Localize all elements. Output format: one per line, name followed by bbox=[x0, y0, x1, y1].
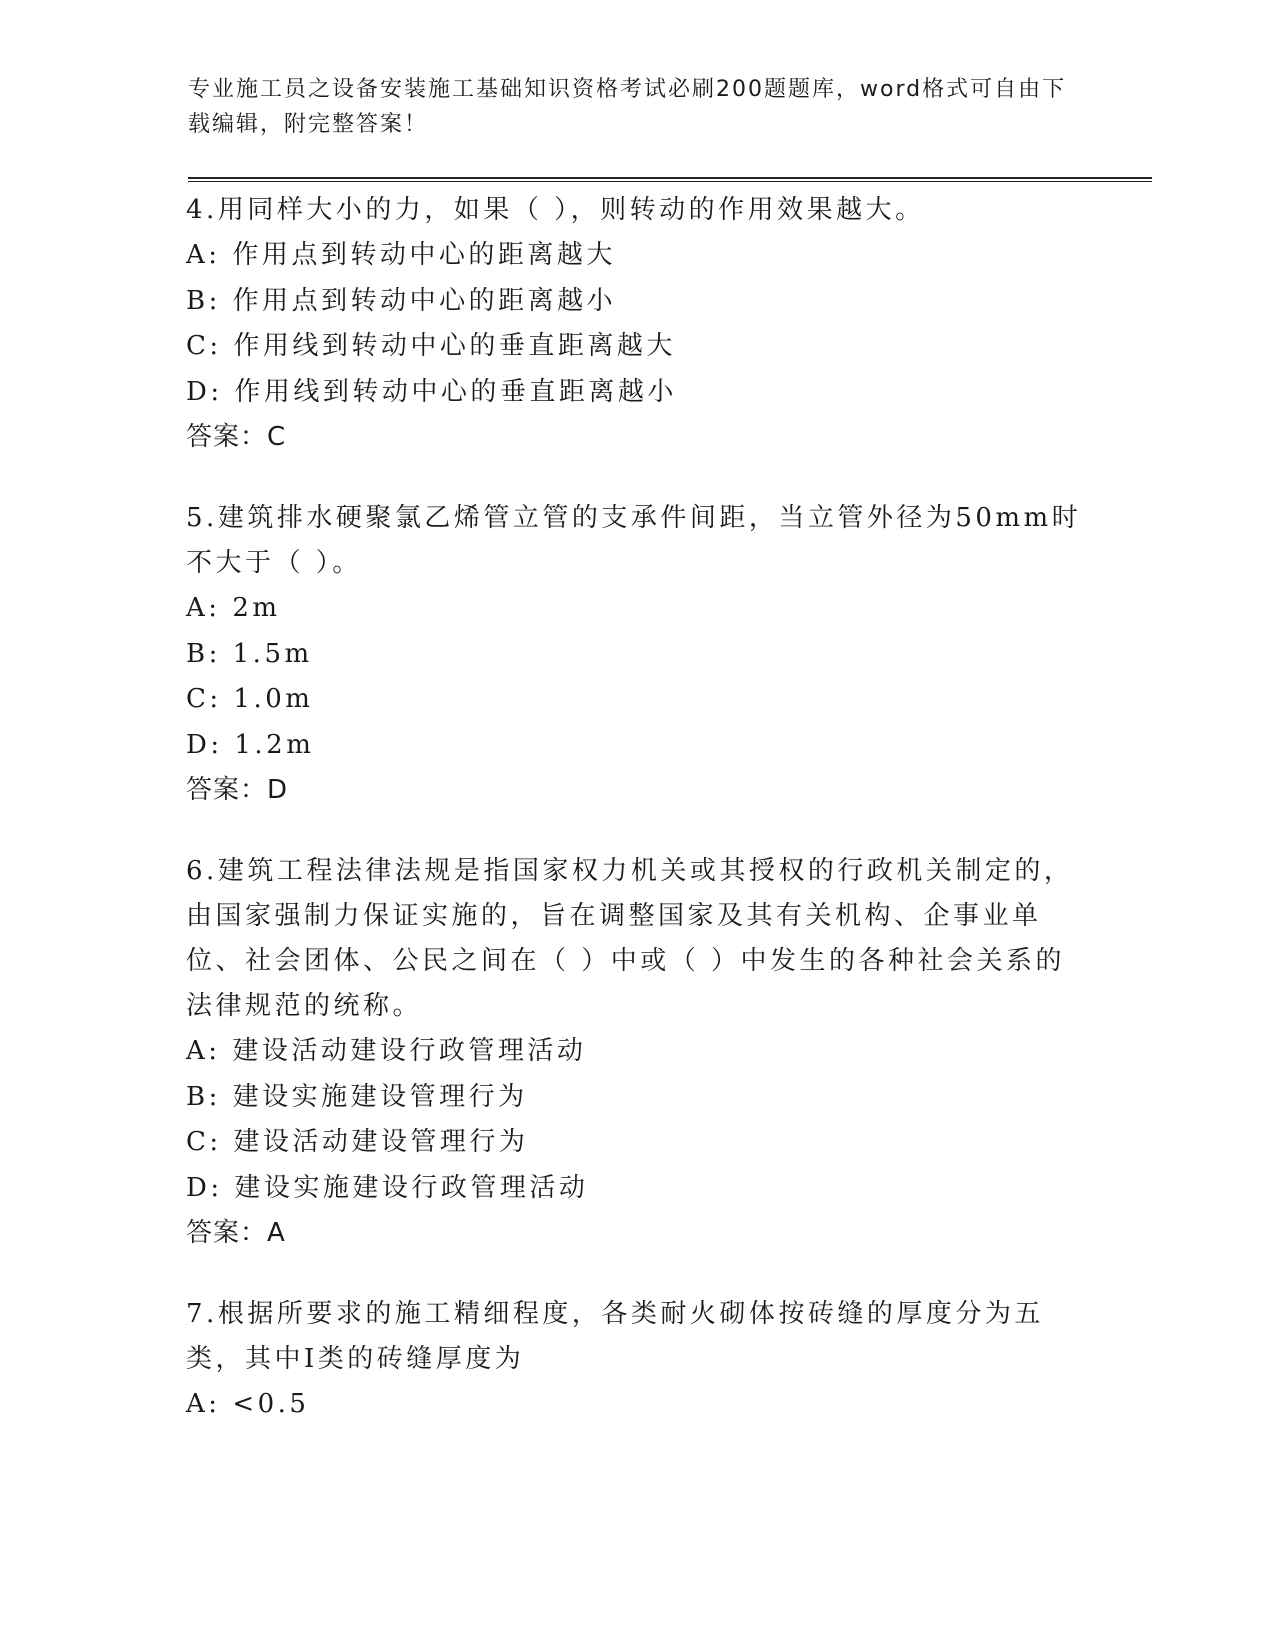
header-divider-thin bbox=[188, 181, 1152, 182]
option-text: 作用点到转动中心的距离越大 bbox=[232, 240, 616, 270]
question-stem: 建筑排水硬聚氯乙烯管立管的支承件间距，当立管外径为50mm时不大于（ ）。 bbox=[186, 503, 1082, 578]
question-text bbox=[186, 188, 1086, 233]
option-b bbox=[186, 279, 1086, 325]
option-text: 2m bbox=[232, 593, 281, 623]
option-label: A: bbox=[186, 240, 221, 270]
option-d bbox=[186, 1166, 1086, 1212]
option-text: 作用点到转动中心的距离越小 bbox=[232, 285, 617, 316]
question-stem: 根据所要求的施工精细程度，各类耐火砌体按砖缝的厚度分为五类，其中Ⅰ类的砖缝厚度为 bbox=[186, 1299, 1044, 1374]
option-label: D: bbox=[186, 376, 223, 407]
option-text: 1.0m bbox=[233, 684, 314, 714]
question-text bbox=[186, 1292, 1086, 1382]
option-text: 建设实施建设管理行为 bbox=[232, 1081, 528, 1112]
question-5 bbox=[186, 496, 1086, 813]
option-label: A: bbox=[186, 1389, 221, 1419]
option-text: <0.5 bbox=[232, 1389, 310, 1419]
option-a bbox=[186, 1029, 1086, 1075]
question-stem: 用同样大小的力，如果（ ），则转动的作用效果越大。 bbox=[217, 195, 925, 225]
option-c bbox=[186, 1120, 1086, 1166]
answer-value: D bbox=[267, 775, 289, 805]
option-label: A: bbox=[186, 593, 221, 623]
option-label: B: bbox=[186, 1081, 221, 1112]
option-text: 作用线到转动中心的垂直距离越小 bbox=[234, 376, 677, 407]
question-7 bbox=[186, 1292, 1086, 1428]
option-a bbox=[186, 1382, 1086, 1428]
option-d bbox=[186, 370, 1086, 416]
option-text: 作用线到转动中心的垂直距离越大 bbox=[233, 331, 676, 361]
document-header: 专业施工员之设备安装施工基础知识资格考试必刷200题题库，word格式可自由下载编辑，附完整答案！ bbox=[188, 77, 1067, 137]
question-text bbox=[186, 496, 1086, 586]
option-label: B: bbox=[186, 638, 221, 669]
answer-line bbox=[186, 415, 1086, 460]
question-number: 6. bbox=[186, 856, 218, 886]
option-text: 建设活动建设行政管理活动 bbox=[232, 1036, 587, 1066]
option-label: D: bbox=[186, 1172, 223, 1203]
question-4 bbox=[186, 188, 1086, 460]
option-text: 建设实施建设行政管理活动 bbox=[234, 1172, 589, 1203]
option-a bbox=[186, 233, 1086, 279]
option-label: C: bbox=[186, 331, 222, 361]
answer-label: 答案： bbox=[186, 1218, 268, 1248]
option-text: 1.2m bbox=[234, 729, 315, 760]
question-text bbox=[186, 849, 1086, 1029]
answer-label: 答案： bbox=[186, 775, 268, 805]
answer-label: 答案： bbox=[186, 422, 268, 452]
option-label: D: bbox=[186, 729, 223, 760]
option-text: 1.5m bbox=[232, 638, 313, 669]
option-text: 建设活动建设管理行为 bbox=[233, 1127, 529, 1157]
question-number: 4. bbox=[186, 195, 218, 225]
answer-value: A bbox=[267, 1218, 286, 1248]
option-label: A: bbox=[186, 1036, 221, 1066]
option-label: C: bbox=[186, 1127, 222, 1157]
answer-line bbox=[186, 1211, 1086, 1256]
option-label: C: bbox=[186, 684, 222, 714]
question-stem: 建筑工程法律法规是指国家权力机关或其授权的行政机关制定的，由国家强制力保证实施的，旨在调整国家及其有关机构、企事业单位、社会团体、公民之间在（ ）中或（ ）中发生的各种社会关系的法律规范的统称。 bbox=[186, 856, 1074, 1021]
question-number: 7. bbox=[186, 1299, 218, 1329]
option-c bbox=[186, 677, 1086, 723]
header-divider-thick bbox=[188, 177, 1152, 179]
answer-line bbox=[186, 768, 1086, 813]
question-number: 5. bbox=[186, 503, 218, 533]
option-b bbox=[186, 632, 1086, 678]
answer-value: C bbox=[267, 422, 287, 452]
option-d bbox=[186, 723, 1086, 769]
question-6 bbox=[186, 849, 1086, 1256]
option-label: B: bbox=[186, 285, 221, 316]
option-c bbox=[186, 324, 1086, 370]
option-a bbox=[186, 586, 1086, 632]
option-b bbox=[186, 1075, 1086, 1121]
question-list bbox=[186, 188, 1086, 1464]
